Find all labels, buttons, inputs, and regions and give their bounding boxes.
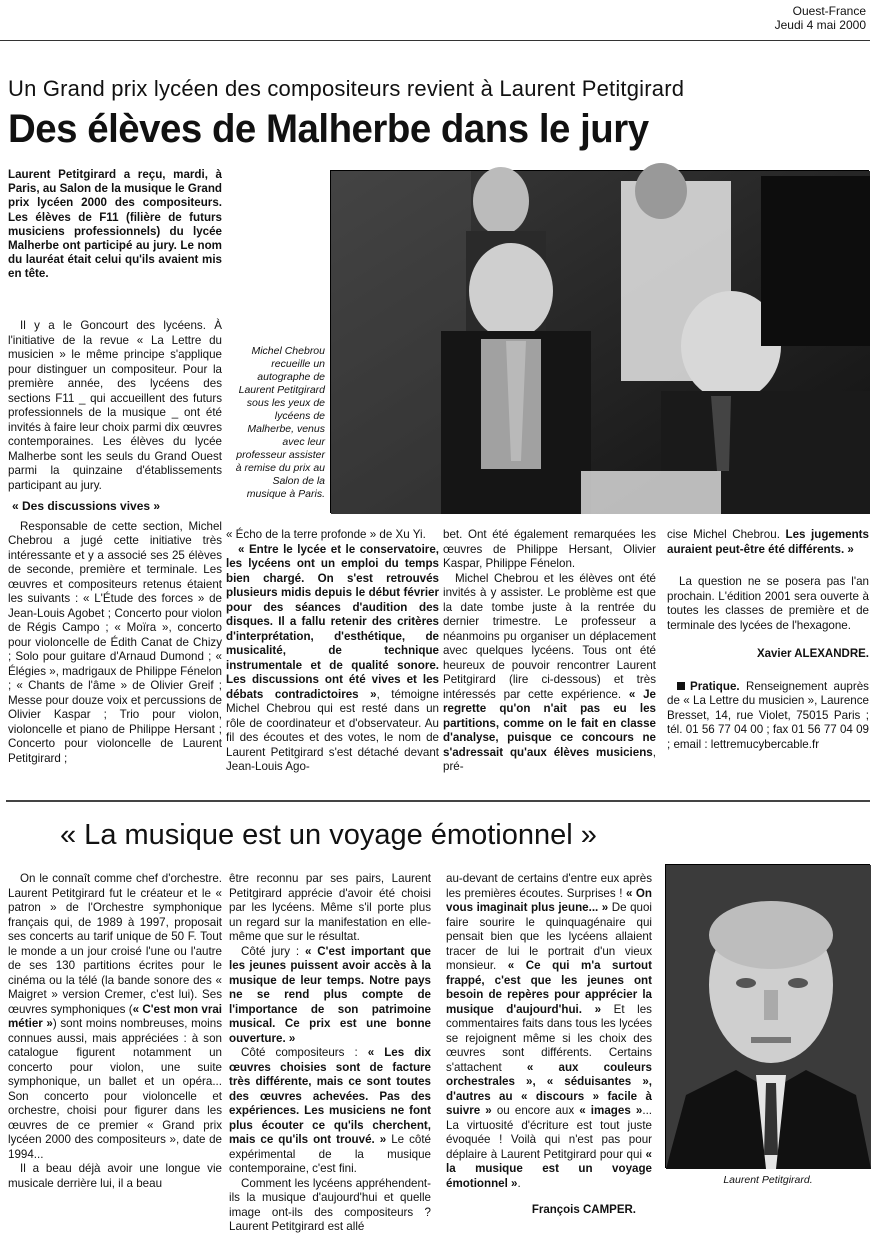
article-column-3 [443, 528, 656, 775]
quote: « la musique est un voyage émotionnel » [446, 1147, 652, 1190]
quote: « C'est mon vrai métier » [8, 1002, 222, 1030]
paragraph: être reconnu par ses pairs, Laurent Petitgirard apprécie d'avoir été choisi par les lycéens. Même s'il porte plus un regard sur la manifestation en elle-même que sur le résultat. [229, 872, 431, 943]
quote: « C'est important que les jeunes puissent avoir accès à la musique de leur temps. Notre pays ne se rend plus compte de l'importance de son patrimoine musical. Ce prix est une bonne ouverture. » [229, 944, 431, 1045]
paragraph [667, 528, 869, 557]
paragraph: La question ne se posera pas l'an prochain. L'édition 2001 sera ouverte à toutes les classes de première et de terminale des lycées de l'hexagone. [667, 575, 869, 632]
text: ) sont moins nombreuses, moins connues aussi, mais appréciées : à son catalogue figurent notamment un concerto pour violon, une suite symphonique, un ballet et un opéra... Son concerto pour violoncelle et orchestre, choisi pour figurer dans les œuvres de ce premier « Grand prix lycéen 2000 des compositeurs », date de 1994... [8, 1017, 222, 1161]
masthead [775, 4, 866, 32]
quote: « aux couleurs orchestrales », « séduisantes », d'autres au « discours » facile à suivre » [446, 1060, 652, 1117]
paragraph: bet. Ont été également remarquées les œuvres de Philippe Hersant, Olivier Kaspar, Philippe Fénelon. [443, 528, 656, 570]
quote: « Les dix œuvres choisies sont de facture très différente, mais ce sont toutes des œuvres achevées. Pas des expériences. Les musiciens ne font plus écouter ce qu'ils cherchent, mais ce qu'ils ont trouvé. » [229, 1046, 431, 1146]
portrait-image [666, 865, 871, 1169]
photo-autograph-scene [330, 170, 869, 513]
quote: Les jugements auraient peut-être été différents. » [667, 528, 869, 556]
text: Et les commentaires faits dans tous les lycées se rejoignent même si les choix des œuvres sont différents. Certains s'attachent [446, 1002, 652, 1074]
portrait-caption: Laurent Petitgirard. [723, 1174, 813, 1186]
photo-autograph-image [331, 171, 870, 514]
newspaper-name: Ouest-France [792, 4, 866, 18]
text: Michel Chebrou et les élèves ont été invités à y assister. Le problème est que la date tombe juste à la rentrée du dernier trimestre. Le professeur a néanmoins pu organiser un déplacement avec quelques lycéens. Tous ont été heureux de pouvoir rencontrer Laurent Petitgirard (lire ci-dessous) et très intéressés par cette expérience. [443, 571, 656, 701]
text: , pré- [443, 745, 656, 773]
text: Le côté expérimental de la musique contemporaine, c'est fini. [229, 1133, 431, 1175]
practical-label: Pratique. [690, 679, 740, 693]
paragraph: Il a beau déjà avoir une longue vie musicale derrière lui, il a beau [8, 1162, 222, 1190]
text: au-devant de certains d'entre eux après les premières écoutes. Surprises ! [446, 872, 652, 900]
quote: « Entre le lycée et le conservatoire, les lycéens ont un emploi du temps bien chargé. On s'est retrouvés plusieurs midis depuis le début février pour des séances d'audition des disques. Il a fallu retenir des critères d'interprétation, d'esthétique, de musicalité, de technique instrumentale et de qualité sonore. Les discussions ont été vives et les débats contradictoires » [226, 542, 439, 701]
article-column-2 [226, 528, 439, 775]
paragraph: Comment les lycéens appréhendent-ils la musique d'aujourd'hui et quelle image ont-ils des compositeurs ? Laurent Petitgirard est allé [229, 1176, 431, 1233]
text: . [517, 1176, 521, 1190]
text: ou encore aux [496, 1104, 575, 1117]
article-kicker: Un Grand prix lycéen des compositeurs revient à Laurent Petitgirard [8, 76, 685, 101]
subheading: « Des discussions vives » [12, 499, 161, 513]
text: De quoi faire sourire le quinquagénaire qui pensait bien que les lycéens allaient tracer de lui le portrait d'un vieux monsieur. [446, 901, 652, 972]
practical-info [667, 680, 869, 753]
article2-column-3 [446, 872, 652, 1218]
paragraph [443, 572, 656, 775]
text: ... La virtuosité d'écriture est tout juste évoquée ! Voilà qui n'est pas pour déplaire à Laurent Petitgirard pour qui [446, 1104, 653, 1161]
article-lead: Laurent Petitgirard a reçu, mardi, à Paris, au Salon de la musique le Grand prix lycéen 2000 des compositeurs. Les élèves de F11 (filière de futurs musiciens professionnels) du lycée Malherbe ont participé au jury. Le nom du lauréat était celui qu'ils avaient mis en tête. [8, 168, 222, 281]
text: cise Michel Chebrou. [667, 528, 780, 541]
article-column-1 [8, 319, 222, 766]
text: Côté compositeurs : [241, 1046, 358, 1059]
article2-column-2 [229, 872, 431, 1235]
paragraph [229, 945, 431, 1047]
paragraph [446, 872, 652, 1191]
paragraph [229, 1046, 431, 1177]
square-bullet-icon [677, 682, 685, 690]
text: , témoigne Michel Chebrou qui est resté dans un rôle de coordinateur et d'observateur. Au fil des écoutes et des votes, le nom de Laurent Petitgirard s'est détaché devant Jean-Louis Ago- [226, 687, 439, 773]
practical-text: Renseignement auprès de « La Lettre du musicien », Laurence Bresset, 14, rue Violet, 75015 Paris ; tél. 01 56 77 04 00 ; fax 01 56 77 04 09 ; email : lettremucybercable.fr [667, 679, 869, 751]
text: On le connaît comme chef d'orchestre. Laurent Petitgirard fut le créateur et le « patron » de l'Orchestre symphonique français qui, de 1989 à 1997, proposait ses concerts au tarif unique de 50 F. Tout le monde a un jour croisé l'une ou l'autre de ses 130 partitions écrites pour le cinéma ou la télé (la bande sonore des « Maigret » version Cremer, c'est lui). Ses œuvres symphoniques ( [8, 872, 222, 1016]
quote: « images » [579, 1104, 643, 1117]
text: Côté jury : [241, 944, 300, 958]
paragraph [226, 543, 439, 775]
quote: « On vous imaginait plus jeune... » [446, 886, 652, 914]
quote: « Je regrette qu'on n'ait pas eu les partitions, comme on le fait en classe d'analyse, puisque ce concours ne s'adressait qu'aux élèves musiciens [443, 687, 656, 759]
article2-column-1 [8, 872, 222, 1191]
signature: Xavier ALEXANDRE. [756, 648, 869, 660]
paragraph: « Écho de la terre profonde » de Xu Yi. [226, 528, 426, 541]
article-headline: Des élèves de Malherbe dans le jury [8, 107, 649, 151]
signature: François CAMPER. [531, 1204, 636, 1216]
portrait-photo [665, 864, 870, 1168]
paragraph: Il y a le Goncourt des lycéens. À l'initiative de la revue « La Lettre du musicien » le même principe s'applique pour distinguer un compositeur. Pour la première année, des lycéens des sections F11 _ qui accueillent des futurs professionnels de la musique _ ont été invités à faire leur choix parmi dix œuvres contemporaines. Les élèves du lycée Malherbe sont les seuls du Grand Ouest parmi la quinzaine d'établissements participant au jury. [8, 319, 222, 492]
article2-headline: « La musique est un voyage émotionnel » [60, 819, 597, 851]
section-rule [6, 800, 870, 802]
paragraph [8, 872, 222, 1162]
issue-date: Jeudi 4 mai 2000 [774, 18, 866, 32]
top-rule [0, 40, 870, 41]
photo-caption: Michel Chebrou recueille un autographe de Laurent Petitgirard sous les yeux de lycéens de Malherbe, venus avec leur professeur assister à remise du prix au Salon de la musique à Paris. [235, 345, 325, 500]
paragraph: Responsable de cette section, Michel Chebrou a jugé cette initiative très intéressante et y a associé ses 25 élèves de seconde, première et terminale. Les œuvres et compositeurs retenus étaient les suivants : « L'Étude des forces » de Jean-Louis Agobet ; Concerto pour violon de Régis Campo ; « Moïra », concerto pour violoncelle de Édith Canat de Chizy ; Solo pour guitare d'Arnaud Dumond ; « Élégies », madrigaux de Philippe Fénelon ; « Chants de l'âme » de Olivier Greif ; Messe pour douze voix et percussions de Olivier Kaspar ; Trio pour violon, violoncelle et piano de Philippe Hersant ; Concerto pour violoncelle de Laurent Petitgirard ; [8, 519, 222, 765]
quote: « Ce qui m'a surtout frappé, c'est que les jeunes ont besoin de repères pour apprécier la musique d'aujourd'hui. » [446, 959, 652, 1016]
article-column-4 [667, 528, 869, 752]
